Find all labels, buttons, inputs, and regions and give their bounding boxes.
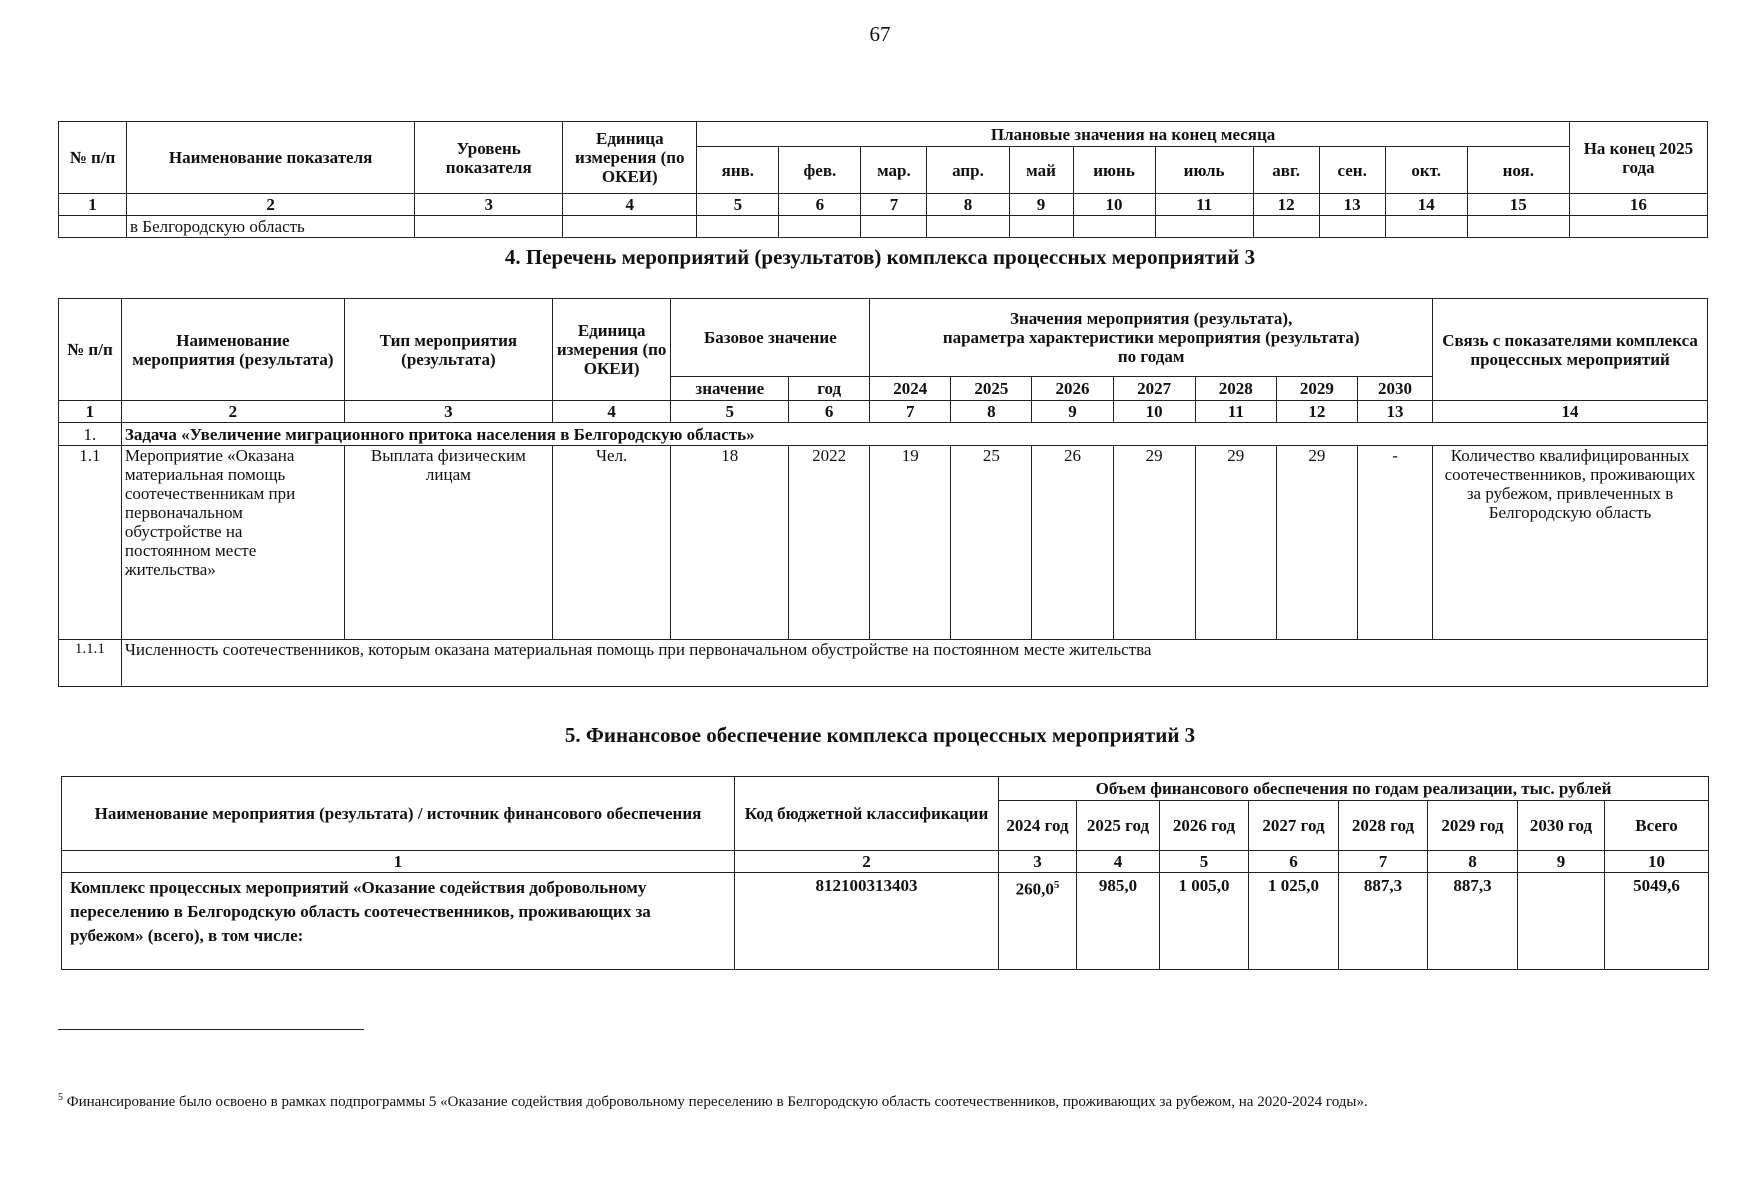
year-value-cell: - — [1357, 446, 1432, 640]
activities-table — [58, 298, 1708, 687]
index-cell: 9 — [1518, 851, 1605, 873]
base-year-cell: 2022 — [789, 446, 870, 640]
index-cell: 9 — [1009, 194, 1073, 216]
header-year: 2027 — [1113, 377, 1195, 401]
year-value-cell: 25 — [951, 446, 1032, 640]
index-cell: 10 — [1073, 194, 1155, 216]
header-year: 2024 — [870, 377, 951, 401]
task-text: Задача «Увеличение миграционного притока населения в Белгородскую область» — [121, 423, 1707, 446]
index-cell: 6 — [779, 194, 861, 216]
index-cell: 2 — [121, 401, 344, 423]
value-2028-cell: 887,3 — [1339, 873, 1428, 970]
value-2025-cell: 985,0 — [1077, 873, 1160, 970]
header-year: 2026 — [1032, 377, 1113, 401]
index-cell: 2 — [735, 851, 999, 873]
header-fin-year: 2026 год — [1160, 801, 1249, 851]
header-year: 2025 — [951, 377, 1032, 401]
index-cell: 4 — [552, 401, 671, 423]
index-cell: 15 — [1467, 194, 1569, 216]
header-month: июль — [1155, 147, 1253, 194]
index-cell: 6 — [1249, 851, 1339, 873]
header-code: Код бюджетной классификации — [735, 777, 999, 851]
value-2024: 260,0 — [1015, 879, 1054, 899]
footnote-mark: 5 — [58, 1092, 63, 1103]
index-cell: 11 — [1195, 401, 1276, 423]
header-month: ноя. — [1467, 147, 1569, 194]
value-2026-cell: 1 005,0 — [1160, 873, 1249, 970]
header-fin-year: 2028 год — [1339, 801, 1428, 851]
index-cell: 7 — [870, 401, 951, 423]
index-cell: 9 — [1032, 401, 1113, 423]
activity-type-cell: Выплата физическим лицам — [344, 446, 552, 640]
header-values-line3: по годам — [1117, 347, 1185, 366]
index-cell: 4 — [1077, 851, 1160, 873]
header-base-year: год — [789, 377, 870, 401]
header-base-value: значение — [671, 377, 789, 401]
header-num: № п/п — [59, 122, 127, 194]
index-cell: 14 — [1433, 401, 1708, 423]
footnote-text: Финансирование было освоено в рамках подпрограммы 5 «Оказание содействия добровольному переселению в Белгородскую область соотечественников, проживающих за рубежом, на 2020-2024 годы». — [66, 1094, 1368, 1110]
header-year: 2029 — [1276, 377, 1357, 401]
year-value-cell: 29 — [1113, 446, 1195, 640]
index-cell: 13 — [1357, 401, 1432, 423]
header-num: № п/п — [59, 299, 122, 401]
indicator-name-cell: в Белгородскую область — [127, 216, 415, 238]
header-total: Всего — [1605, 801, 1709, 851]
header-month: окт. — [1385, 147, 1467, 194]
index-cell: 3 — [999, 851, 1077, 873]
footnote-divider — [58, 1029, 364, 1030]
header-fin-year: 2024 год — [999, 801, 1077, 851]
header-unit: Единица измерения (по ОКЕИ) — [563, 122, 697, 194]
header-fin-year: 2027 год — [1249, 801, 1339, 851]
header-unit: Единица измерения (по ОКЕИ) — [552, 299, 671, 401]
index-cell: 3 — [415, 194, 563, 216]
header-month: янв. — [697, 147, 779, 194]
index-cell: 8 — [927, 194, 1009, 216]
index-cell: 3 — [344, 401, 552, 423]
index-cell: 10 — [1113, 401, 1195, 423]
header-values-line2: параметра характеристики мероприятия (результата) — [942, 328, 1360, 347]
header-planned: Плановые значения на конец месяца — [697, 122, 1570, 147]
header-year: 2028 — [1195, 377, 1276, 401]
index-cell: 5 — [697, 194, 779, 216]
header-fin-year: 2025 год — [1077, 801, 1160, 851]
header-level: Уровень показателя — [415, 122, 563, 194]
section-4-title: 4. Перечень мероприятий (результатов) комплекса процессных мероприятий 3 — [504, 245, 1256, 269]
header-base: Базовое значение — [671, 299, 870, 377]
header-indicator-name: Наименование показателя — [127, 122, 415, 194]
header-month: мар. — [861, 147, 927, 194]
index-cell: 14 — [1385, 194, 1467, 216]
header-end-of-year: На конец 2025 года — [1569, 122, 1707, 194]
index-cell: 12 — [1253, 194, 1319, 216]
subrow-text: Численность соотечественников, которым оказана материальная помощь при первоначальном обустройстве на постоянном месте жительства — [121, 640, 1707, 687]
header-month: сен. — [1319, 147, 1385, 194]
activity-name-cell: Мероприятие «Оказана материальная помощь соотечественникам при первоначальном обустройстве на постоянном месте жительства» — [121, 446, 344, 640]
header-month: авг. — [1253, 147, 1319, 194]
header-values-line1: Значения мероприятия (результата), — [1009, 309, 1293, 328]
header-month: июнь — [1073, 147, 1155, 194]
header-activity-type: Тип мероприятия (результата) — [344, 299, 552, 401]
index-cell: 1 — [62, 851, 735, 873]
header-month: апр. — [927, 147, 1009, 194]
index-cell: 16 — [1569, 194, 1707, 216]
index-cell: 7 — [1339, 851, 1428, 873]
task-num: 1. — [59, 423, 122, 446]
financing-table — [61, 776, 1709, 970]
header-fin-name: Наименование мероприятия (результата) / источник финансового обеспечения — [62, 777, 735, 851]
index-cell: 4 — [563, 194, 697, 216]
monthly-plan-table — [58, 121, 1708, 238]
index-cell: 8 — [1428, 851, 1518, 873]
page-number: 67 — [869, 22, 891, 46]
fin-name-cell: Комплекс процессных мероприятий «Оказание содействия добровольному переселению в Белгородскую область соотечественников, проживающих за рубежом» (всего), в том числе: — [62, 873, 735, 970]
index-cell: 13 — [1319, 194, 1385, 216]
header-fin-year: 2030 год — [1518, 801, 1605, 851]
unit-cell: Чел. — [552, 446, 671, 640]
header-fin-year: 2029 год — [1428, 801, 1518, 851]
index-cell: 12 — [1276, 401, 1357, 423]
value-2030-cell — [1518, 873, 1605, 970]
header-values — [870, 299, 1433, 377]
base-value-cell: 18 — [671, 446, 789, 640]
header-link: Связь с показателями комплекса процессных мероприятий — [1433, 299, 1708, 401]
year-value-cell: 26 — [1032, 446, 1113, 640]
index-cell: 5 — [1160, 851, 1249, 873]
header-month: май — [1009, 147, 1073, 194]
link-cell: Количество квалифицированных соотечественников, проживающих за рубежом, привлеченных в Белгородскую область — [1433, 446, 1708, 640]
footnote — [58, 1088, 1708, 1112]
section-5-title: 5. Финансовое обеспечение комплекса процессных мероприятий 3 — [564, 723, 1196, 747]
header-activity-name: Наименование мероприятия (результата) — [121, 299, 344, 401]
index-cell: 2 — [127, 194, 415, 216]
index-cell: 6 — [789, 401, 870, 423]
year-value-cell: 29 — [1276, 446, 1357, 640]
index-cell: 7 — [861, 194, 927, 216]
footnote-ref: 5 — [1053, 879, 1060, 891]
index-cell: 8 — [951, 401, 1032, 423]
subrow-num: 1.1.1 — [59, 640, 122, 687]
index-cell: 1 — [59, 194, 127, 216]
header-year: 2030 — [1357, 377, 1432, 401]
code-cell: 812100313403 — [735, 873, 999, 970]
index-cell: 10 — [1605, 851, 1709, 873]
value-2029-cell: 887,3 — [1428, 873, 1518, 970]
value-2027-cell: 1 025,0 — [1249, 873, 1339, 970]
index-cell: 5 — [671, 401, 789, 423]
year-value-cell: 29 — [1195, 446, 1276, 640]
value-2024-cell — [999, 873, 1077, 970]
index-cell: 11 — [1155, 194, 1253, 216]
value-total-cell: 5049,6 — [1605, 873, 1709, 970]
header-month: фев. — [779, 147, 861, 194]
index-cell: 1 — [59, 401, 122, 423]
header-volume: Объем финансового обеспечения по годам реализации, тыс. рублей — [999, 777, 1709, 801]
row-num: 1.1 — [59, 446, 122, 640]
year-value-cell: 19 — [870, 446, 951, 640]
